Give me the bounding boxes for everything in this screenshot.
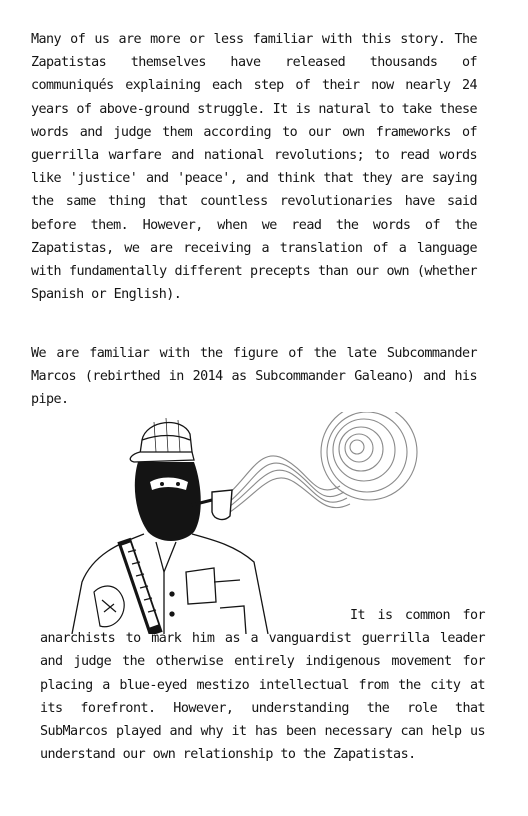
paragraph-marcos-figure: We are familiar with the figure of the late Subcommander Marcos (rebirthed in 2014 as Subcommander Galeano) and his pipe. <box>31 346 477 408</box>
smoke-spiral-icon <box>224 412 417 512</box>
masked-figure-with-pipe-drawing <box>64 412 424 634</box>
cap-icon <box>130 418 194 462</box>
paragraph-vanguardist-critique <box>40 604 485 766</box>
paragraph-story: Many of us are more or less familiar with this story. The Zapatistas themselves have released thousands of communiqués explaining each step of their now nearly 24 years of above-ground struggle. It is natural to take these words and judge them according to our own frameworks of guerrilla warfare and national revolutions; to read words like 'justice' and 'peace', and think that they are saying the same thing that countless revolutionaries have said before them. However, when we read the words of the Zapatistas, we are receiving a translation of a language with fundamentally different precepts than our own (whether Spanish or English). <box>31 32 477 303</box>
paragraph-vanguardist-text: It is common for anarchists to mark him as a vanguardist guerrilla leader and judge the otherwise entirely indigenous movement for placing a blue-eyed mestizo intellectual from the city at its forefront. However, understanding the role that SubMarcos played and why it has been necessary can help us understand our own relationship to the Zapatistas. <box>40 608 485 763</box>
ski-mask-icon <box>135 462 201 541</box>
text-wrap-spacer <box>40 618 350 619</box>
